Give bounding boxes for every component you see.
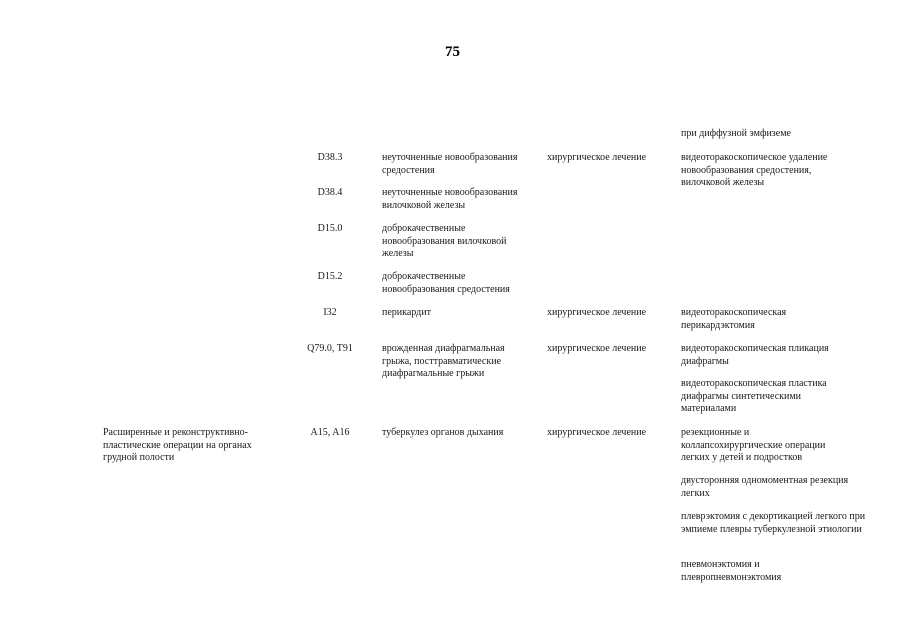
diagnosis-cell: туберкулез органов дыхания bbox=[382, 427, 504, 438]
diagnosis-code: I32 bbox=[323, 307, 337, 318]
method-cell: пневмонэктомия и плевропневмонэктомия bbox=[681, 559, 782, 583]
diagnosis-code: D38.3 bbox=[317, 152, 343, 163]
diagnosis-code: A15, A16 bbox=[310, 427, 350, 438]
treatment-cell: хирургическое лечение bbox=[547, 307, 647, 318]
diagnosis-code: D15.0 bbox=[317, 223, 343, 234]
treatment-cell: хирургическое лечение bbox=[547, 427, 647, 438]
diagnosis-cell: перикардит bbox=[382, 307, 431, 318]
method-cell: двусторонняя одномоментная резекция легких bbox=[681, 475, 849, 499]
diagnosis-cell: неуточненные новообразования средостения bbox=[382, 152, 518, 176]
diagnosis-code: D38.4 bbox=[317, 187, 343, 198]
diagnosis-cell: неуточненные новообразования вилочковой железы bbox=[382, 187, 518, 211]
method-cell: видеоторакоскопическое удаление новообразования средостения, вилочковой железы bbox=[681, 152, 828, 188]
method-cell: видеоторакоскопическая перикардэктомия bbox=[681, 307, 787, 331]
page-number: 75 bbox=[445, 44, 460, 60]
method-cell: видеоторакоскопическая пликация диафрагмы bbox=[681, 343, 829, 367]
diagnosis-code: Q79.0, T91 bbox=[307, 343, 353, 354]
method-cell: видеоторакоскопическая пластика диафрагмы синтетическими материалами bbox=[681, 378, 827, 414]
method-cell: плеврэктомия с декортикацией легкого при эмпиеме плевры туберкулезной этиологии bbox=[681, 511, 866, 535]
diagnosis-cell: доброкачественные новообразования вилочковой железы bbox=[382, 223, 507, 259]
treatment-cell: хирургическое лечение bbox=[547, 343, 647, 354]
method-cell: резекционные и коллапсохирургические операции легких у детей и подростков bbox=[681, 427, 826, 463]
treatment-cell: хирургическое лечение bbox=[547, 152, 647, 163]
group-cell: Расширенные и реконструктивно-пластические операции на органах грудной полости bbox=[103, 427, 252, 463]
diagnosis-code: D15.2 bbox=[317, 271, 343, 282]
diagnosis-cell: доброкачественные новообразования средостения bbox=[382, 271, 510, 295]
method-cell: при диффузной эмфиземе bbox=[681, 128, 791, 139]
diagnosis-cell: врожденная диафрагмальная грыжа, посттравматические диафрагмальные грыжи bbox=[382, 343, 505, 379]
